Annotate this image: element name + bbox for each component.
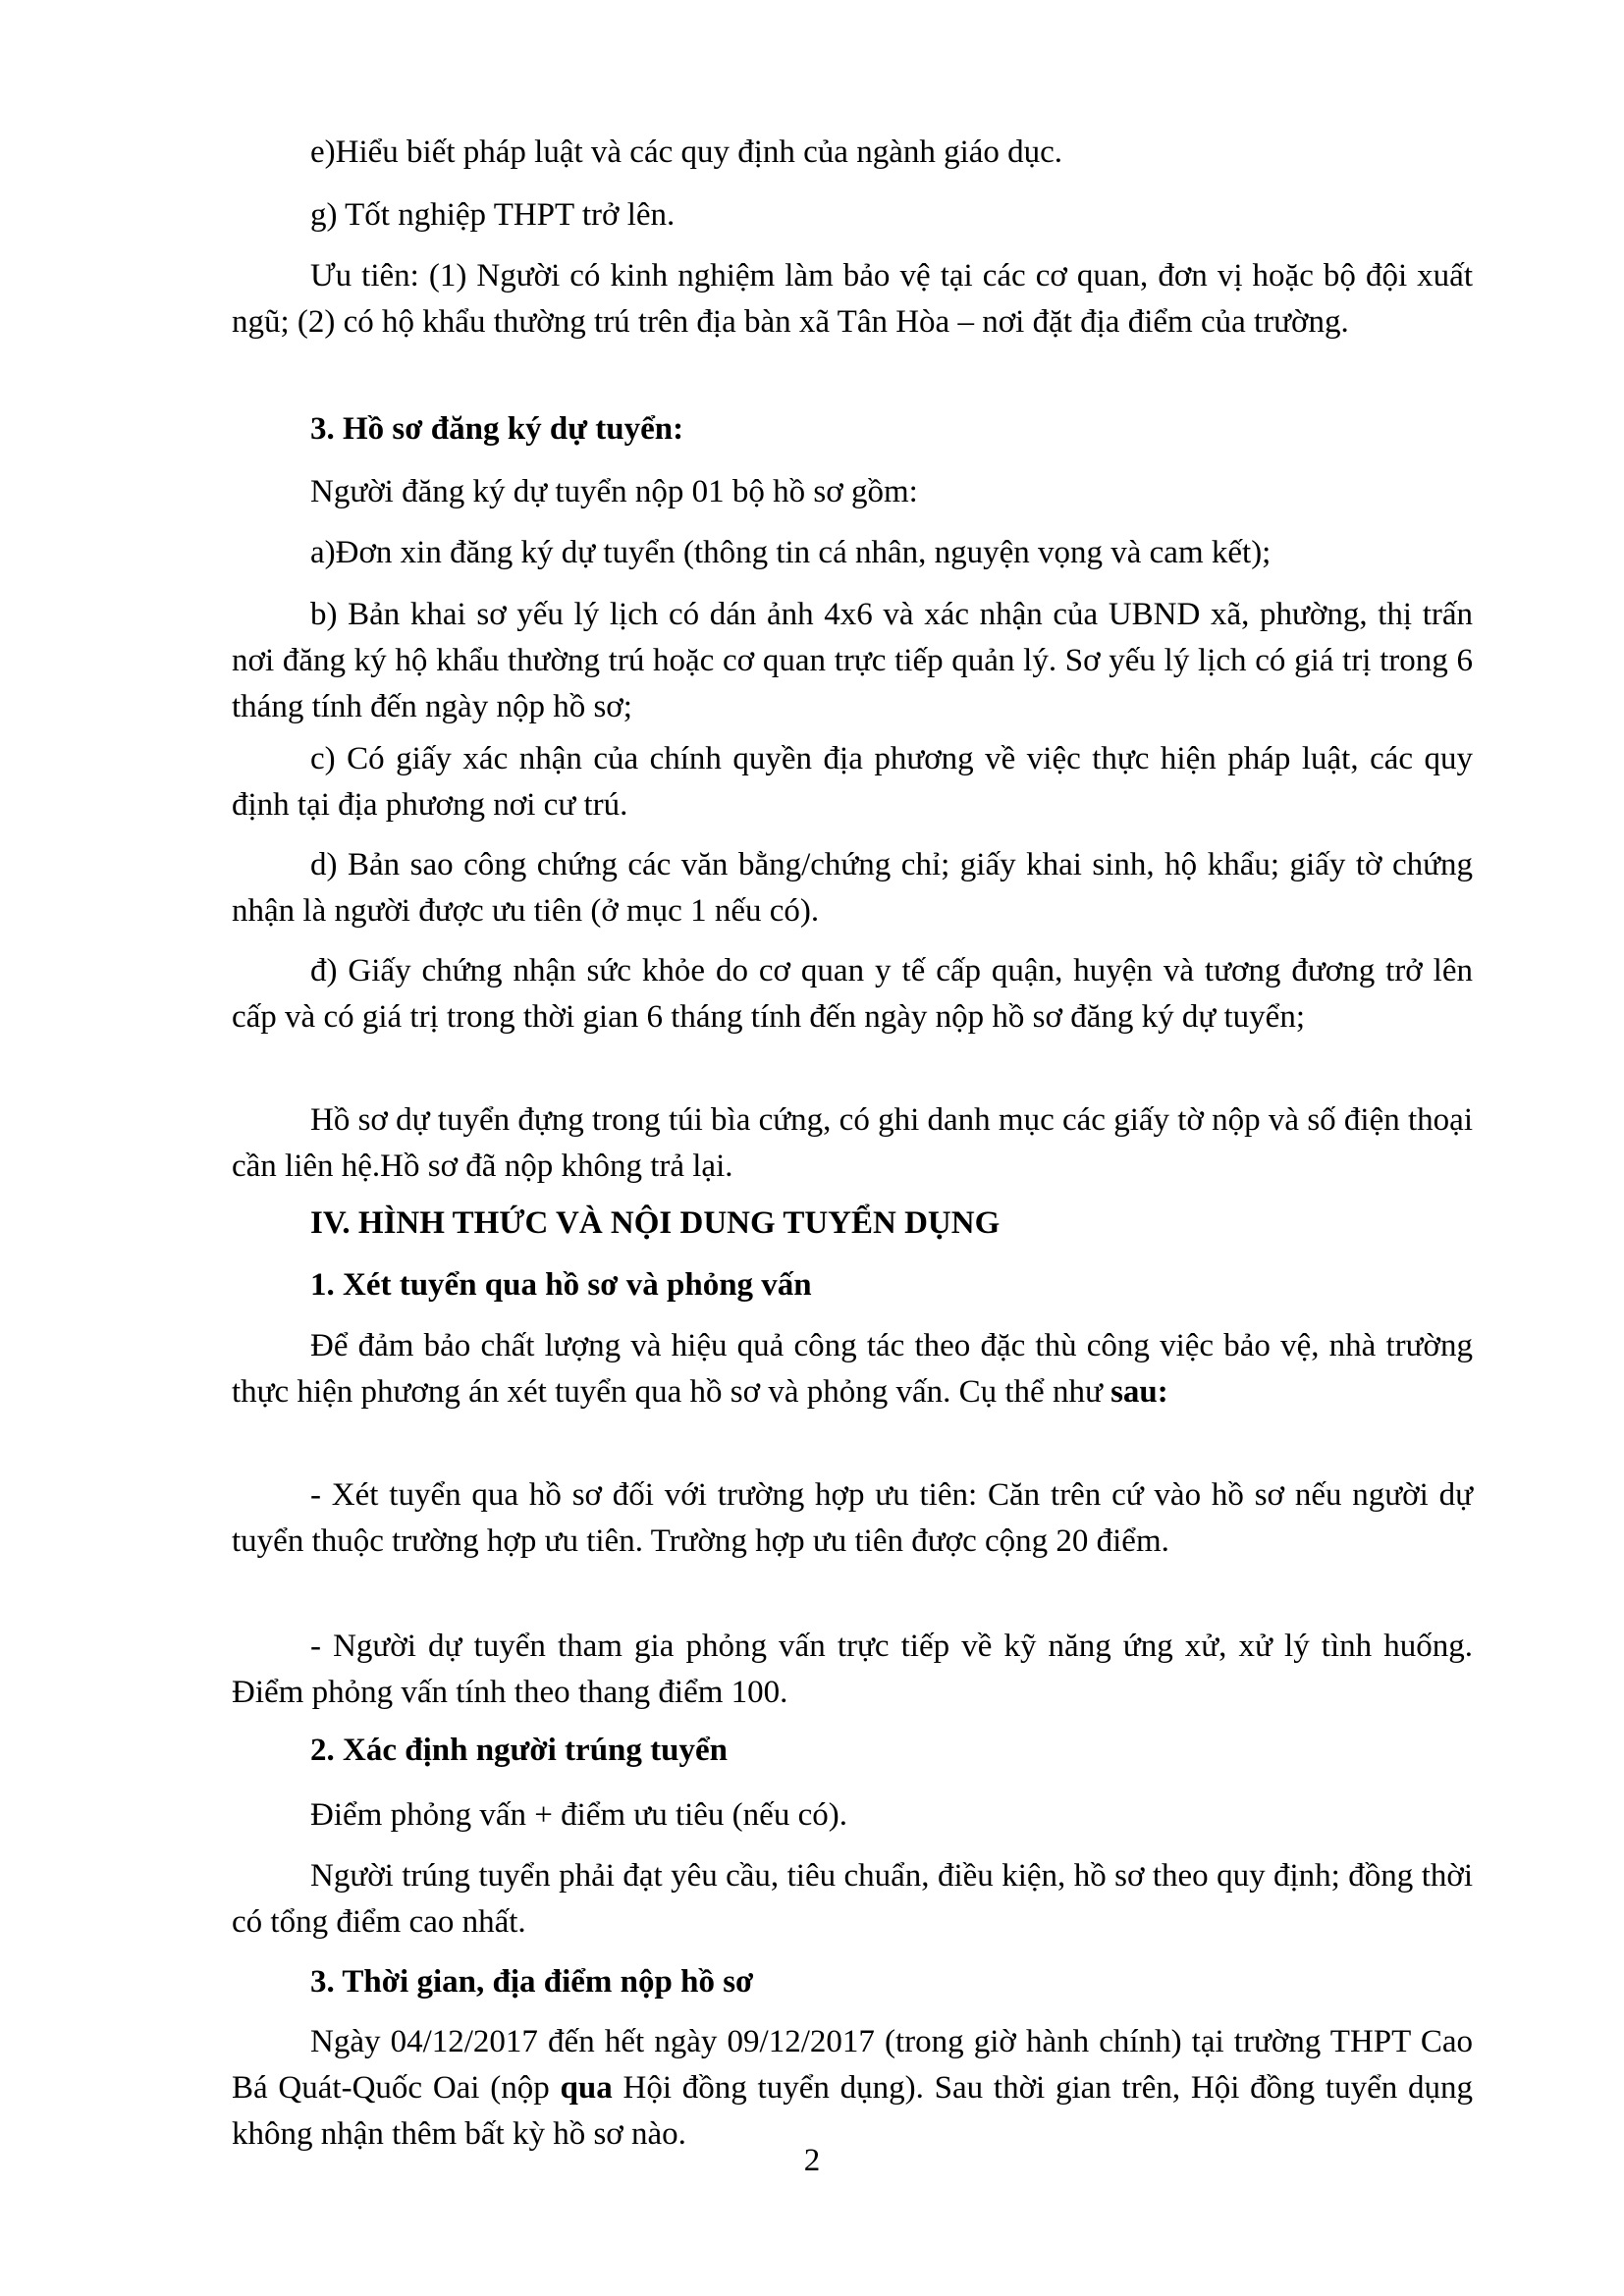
subsection-1-intro-bold: sau:: [1110, 1374, 1168, 1410]
dossier-item-b: b) Bản khai sơ yếu lý lịch có dán ảnh 4x6 và xác nhận của UBND xã, phường, thị trấn nơi đăng ký hộ khẩu thường trú hoặc cơ quan trực tiếp quản lý. Sơ yếu lý lịch có giá trị trong 6 tháng tính đến ngày nộp hồ sơ;: [232, 597, 1473, 724]
subsection-2-heading: 2. Xác định người trúng tuyển: [310, 1733, 728, 1768]
subsection-1-bullet-2: - Người dự tuyển tham gia phỏng vấn trực tiếp về kỹ năng ứng xử, xử lý tình huống. Điểm phỏng vấn tính theo thang điểm 100.: [232, 1629, 1473, 1710]
dossier-item-a: a)Đơn xin đăng ký dự tuyển (thông tin cá nhân, nguyện vọng và cam kết);: [310, 535, 1272, 570]
subsection-2-line-2: Người trúng tuyển phải đạt yêu cầu, tiêu chuẩn, điều kiện, hồ sơ theo quy định; đồng thời có tổng điểm cao nhất.: [232, 1858, 1473, 1940]
page-number: 2: [803, 2143, 821, 2178]
section-3-heading: 3. Hồ sơ đăng ký dự tuyển:: [310, 411, 684, 447]
subsection-2-line-1: Điểm phỏng vấn + điểm ưu tiêu (nếu có).: [310, 1797, 847, 1833]
subsection-1-intro: [232, 1323, 1473, 1415]
subsection-3-text-before: Ngày 04/12/2017 đến hết ngày 09/12/2017 (trong giờ hành chính) tại trường THPT Cao Bá Quát-Quốc Oai (nộp: [232, 2024, 1473, 2106]
subsection-1-intro-text: Để đảm bảo chất lượng và hiệu quả công tác theo đặc thù công việc bảo vệ, nhà trường thực hiện phương án xét tuyển qua hồ sơ và phỏng vấn. Cụ thể như: [232, 1328, 1473, 1410]
subsection-3-text-after: Hội đồng tuyển dụng). Sau thời gian trên, Hội đồng tuyển dụng không nhận thêm bất kỳ hồ sơ nào.: [232, 2070, 1473, 2152]
subsection-3-text: [232, 2019, 1473, 2158]
dossier-item-d: d) Bản sao công chứng các văn bằng/chứng chỉ; giấy khai sinh, hộ khẩu; giấy tờ chứng nhận là người được ưu tiên (ở mục 1 nếu có).: [232, 847, 1473, 929]
subsection-1-bullet-1: - Xét tuyển qua hồ sơ đối với trường hợp ưu tiên: Căn trên cứ vào hồ sơ nếu người dự tuyển thuộc trường hợp ưu tiên. Trường hợp ưu tiên được cộng 20 điểm.: [232, 1477, 1473, 1559]
subsection-3-heading: 3. Thời gian, địa điểm nộp hồ sơ: [310, 1964, 754, 2000]
requirement-e: e)Hiểu biết pháp luật và các quy định của ngành giáo dục.: [310, 134, 1063, 170]
requirement-g: g) Tốt nghiệp THPT trở lên.: [310, 197, 676, 233]
subsection-1-heading: 1. Xét tuyển qua hồ sơ và phỏng vấn: [310, 1267, 812, 1303]
dossier-intro: Người đăng ký dự tuyển nộp 01 bộ hồ sơ gồm:: [310, 474, 918, 509]
dossier-item-c: c) Có giấy xác nhận của chính quyền địa phương về việc thực hiện pháp luật, các quy định tại địa phương nơi cư trú.: [232, 741, 1473, 823]
dossier-note: Hồ sơ dự tuyển đựng trong túi bìa cứng, có ghi danh mục các giấy tờ nộp và số điện thoại cần liên hệ.Hồ sơ đã nộp không trả lại.: [232, 1102, 1473, 1184]
subsection-3-text-bold: qua: [560, 2070, 613, 2106]
section-4-heading: IV. HÌNH THỨC VÀ NỘI DUNG TUYỂN DỤNG: [310, 1205, 1001, 1241]
priority-paragraph: Ưu tiên: (1) Người có kinh nghiệm làm bảo vệ tại các cơ quan, đơn vị hoặc bộ đội xuất ngũ; (2) có hộ khẩu thường trú trên địa bàn xã Tân Hòa – nơi đặt địa điểm của trường.: [232, 258, 1473, 340]
dossier-item-dd: đ) Giấy chứng nhận sức khỏe do cơ quan y tế cấp quận, huyện và tương đương trở lên cấp và có giá trị trong thời gian 6 tháng tính đến ngày nộp hồ sơ đăng ký dự tuyển;: [232, 953, 1473, 1035]
